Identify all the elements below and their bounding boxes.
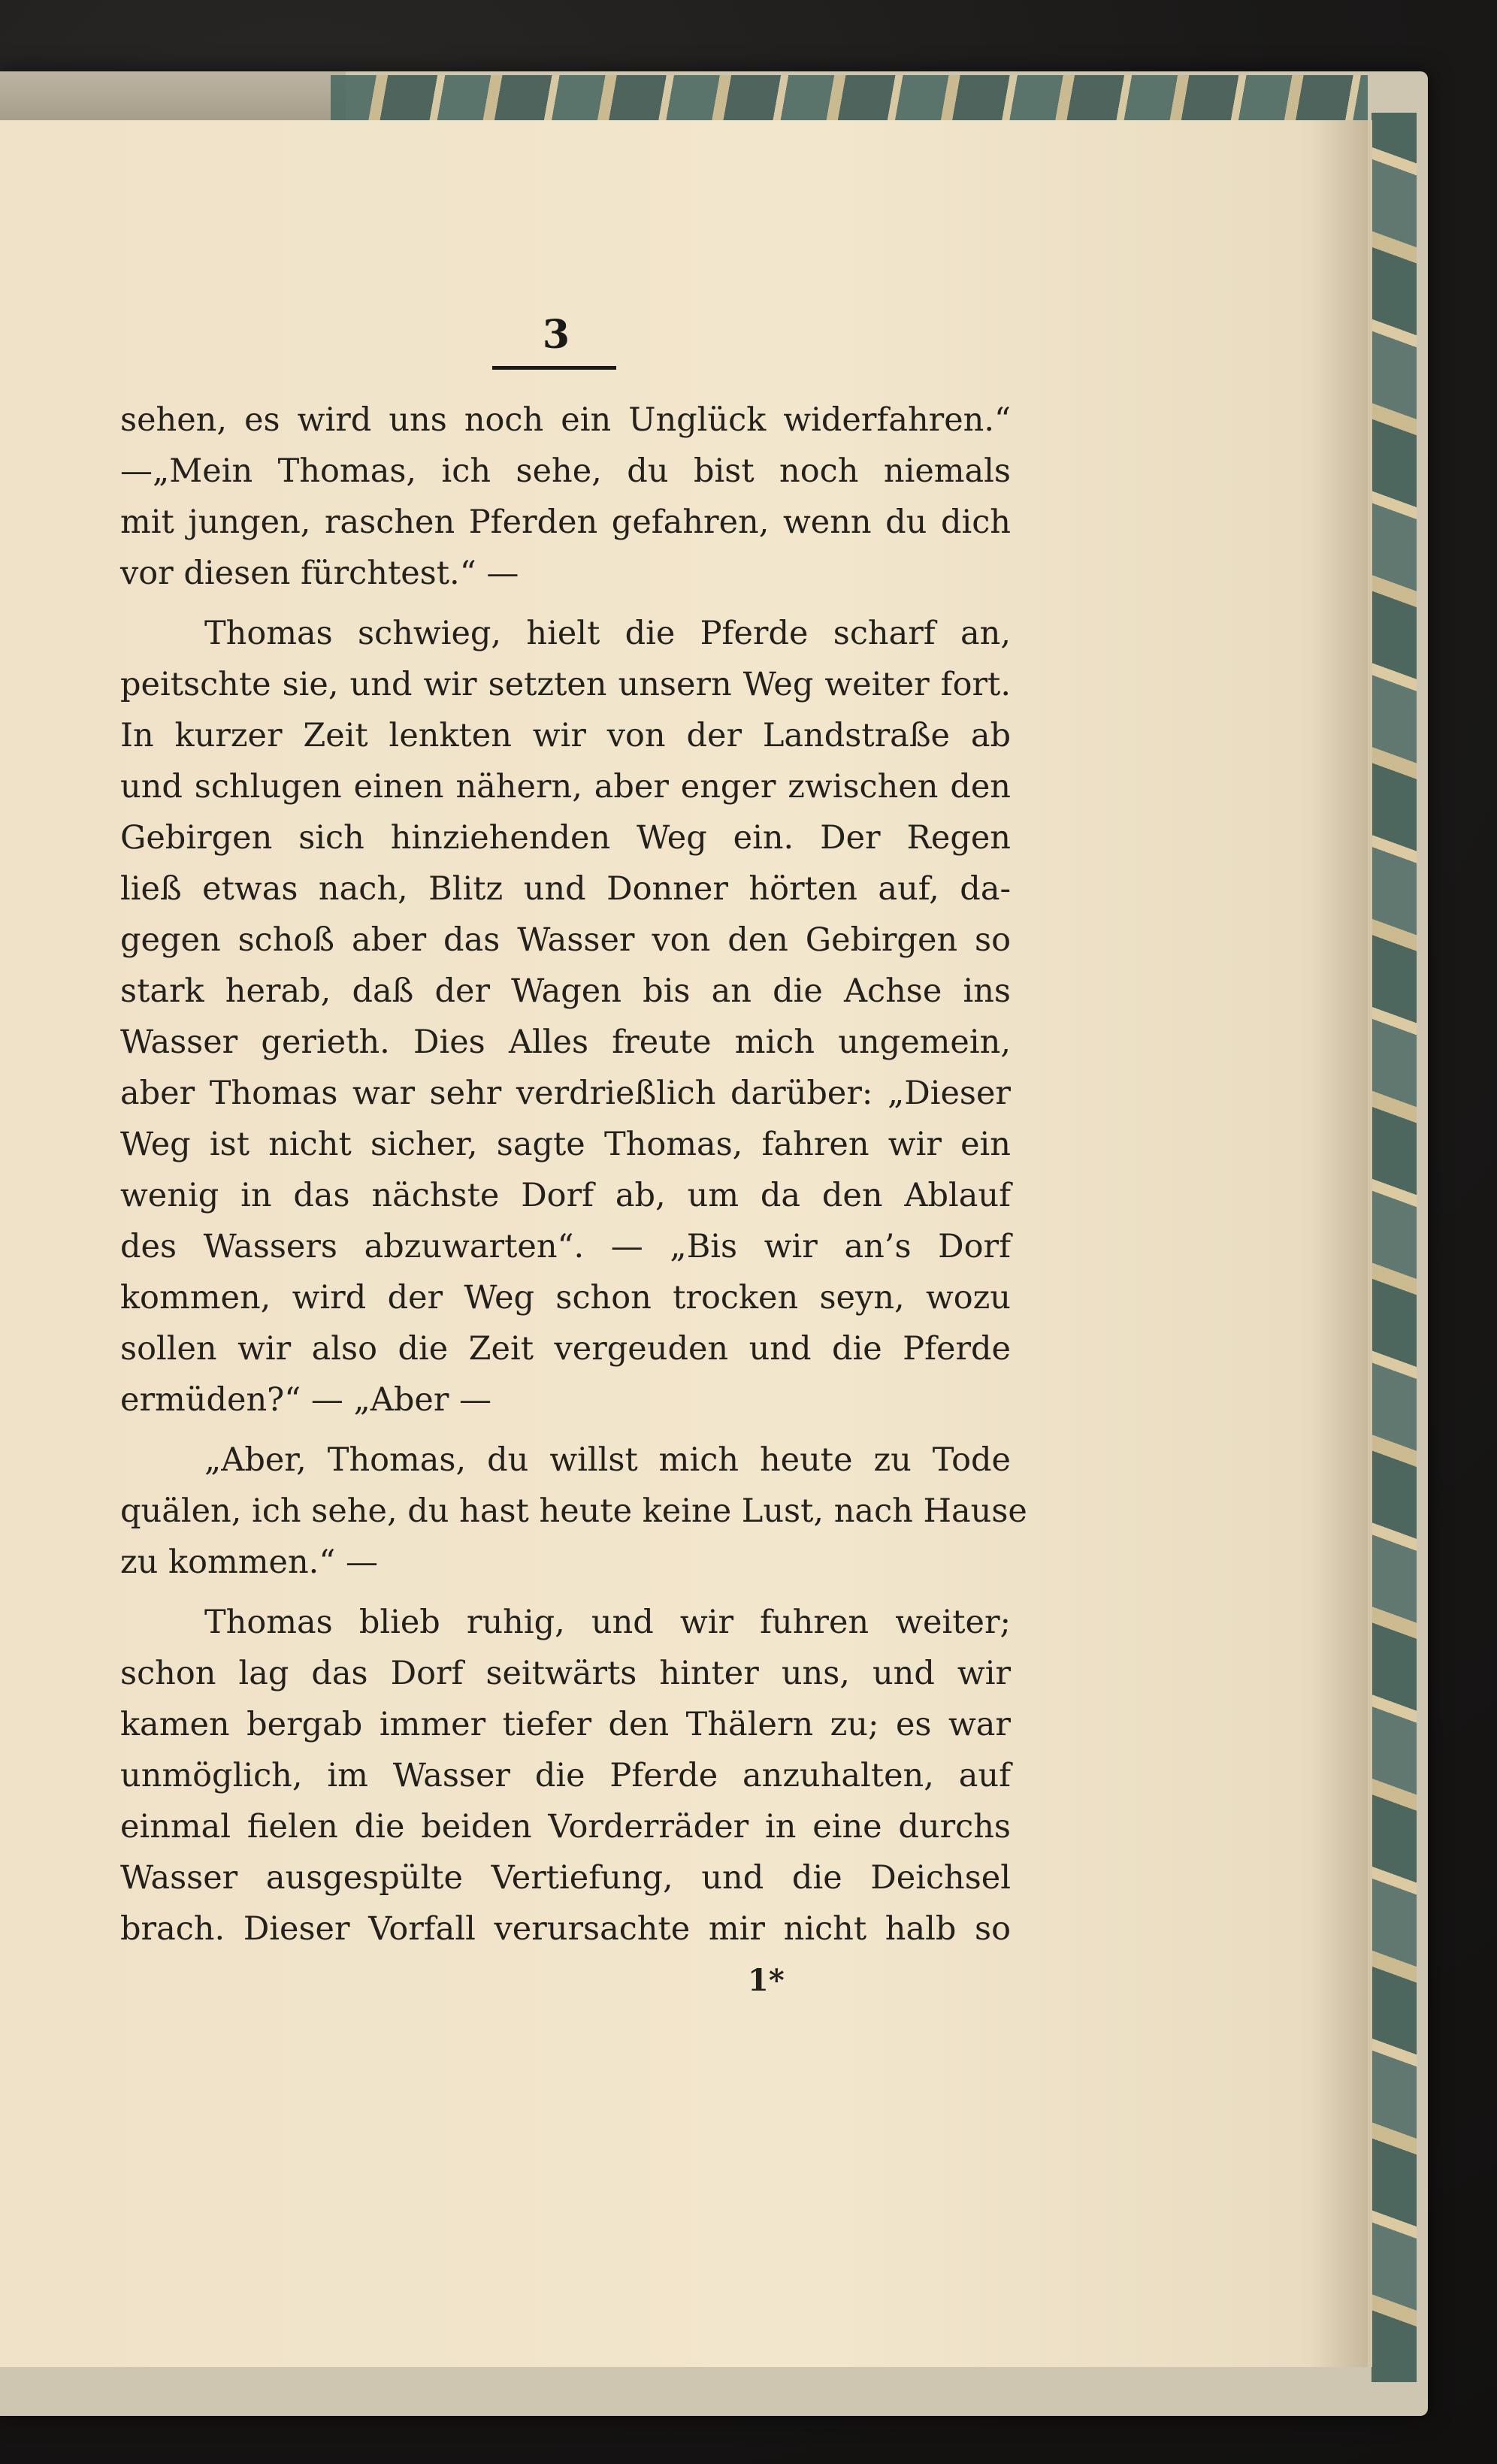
text-line: schon lag das Dorf seitwärts hinter uns, und wir xyxy=(120,1655,1011,1692)
text-line: vor diesen fürchtest.“ — xyxy=(120,555,519,592)
text-line: —„Mein Thomas, ich sehe, du bist noch niemals xyxy=(120,452,1011,490)
text-line: ließ etwas nach, Blitz und Donner hörten auf, da- xyxy=(120,870,1011,908)
text-line: einmal fielen die beiden Vorderräder in eine durchs xyxy=(120,1808,1011,1846)
text-line: ermüden?“ — „Aber — xyxy=(120,1381,492,1419)
text-line: kommen, wird der Weg schon trocken seyn, wozu xyxy=(120,1279,1011,1317)
text-line: mit jungen, raschen Pferden gefahren, wenn du dich xyxy=(120,503,1011,541)
text-line: peitschte sie, und wir setzten unsern Weg weiter fort. xyxy=(120,666,1011,703)
text-line: kamen bergab immer tiefer den Thälern zu; es war xyxy=(120,1706,1011,1743)
text-line: zu kommen.“ — xyxy=(120,1543,378,1581)
page-body-text xyxy=(120,395,1027,1955)
text-line: Wasser gerieth. Dies Alles freute mich ungemein, xyxy=(120,1023,1011,1061)
text-line: sollen wir also die Zeit vergeuden und die Pferde xyxy=(120,1330,1011,1368)
text-line: „Aber, Thomas, du willst mich heute zu Tode xyxy=(204,1441,1011,1479)
text-line: Gebirgen sich hinziehenden Weg ein. Der Regen xyxy=(120,819,1011,857)
marbled-edge-right xyxy=(1371,113,1417,2382)
text-line: In kurzer Zeit lenkten wir von der Landstraße ab xyxy=(120,717,1011,754)
text-line: Thomas schwieg, hielt die Pferde scharf an, xyxy=(204,615,1011,652)
text-line: wenig in das nächste Dorf ab, um da den Ablauf xyxy=(120,1177,1011,1214)
text-line: Weg ist nicht sicher, sagte Thomas, fahren wir ein xyxy=(120,1126,1011,1163)
printer-signature-mark: 1* xyxy=(748,1963,785,1998)
page-number-rule xyxy=(492,366,616,370)
text-line: und schlugen einen nähern, aber enger zwischen den xyxy=(120,768,1011,806)
text-line: quälen, ich sehe, du hast heute keine Lust, nach Hause xyxy=(120,1492,1027,1530)
text-line: unmöglich, im Wasser die Pferde anzuhalten, auf xyxy=(120,1757,1011,1794)
cloth-binding-edge xyxy=(0,71,346,124)
page-gutter-shadow xyxy=(1315,120,1368,2367)
marbled-edge-top xyxy=(331,75,1368,120)
text-line: aber Thomas war sehr verdrießlich darüber: „Dieser xyxy=(120,1075,1011,1112)
text-line: Wasser ausgespülte Vertiefung, und die Deichsel xyxy=(120,1859,1011,1897)
text-line: stark herab, daß der Wagen bis an die Achse ins xyxy=(120,972,1011,1010)
text-line: gegen schoß aber das Wasser von den Gebirgen so xyxy=(120,921,1011,959)
text-line: des Wassers abzuwarten“. — „Bis wir an’s Dorf xyxy=(120,1228,1011,1265)
text-line: sehen, es wird uns noch ein Unglück widerfahren.“ xyxy=(120,401,1011,439)
text-line: brach. Dieser Vorfall verursachte mir nicht halb so xyxy=(120,1910,1011,1948)
text-line: Thomas blieb ruhig, und wir fuhren weiter; xyxy=(204,1604,1011,1641)
page-number: 3 xyxy=(542,312,570,358)
